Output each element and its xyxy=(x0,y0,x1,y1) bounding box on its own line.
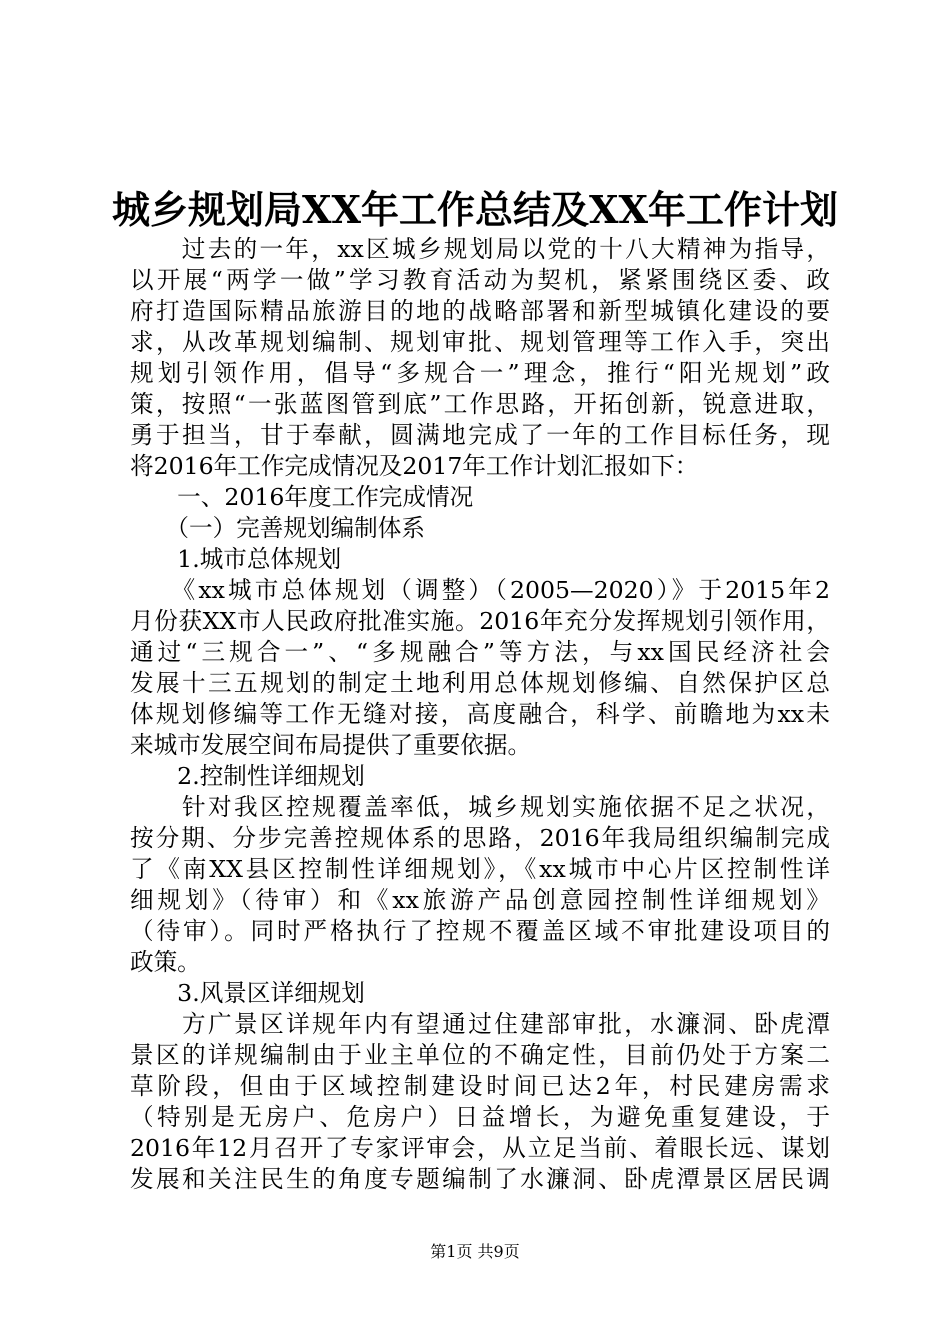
text-line: 发展和关注民生的角度专题编制了水濂洞、卧虎潭景区居民调 xyxy=(130,1165,830,1193)
text-line: 2.控制性详细规划 xyxy=(130,762,365,790)
text-line: 针对我区控规覆盖率低，城乡规划实施依据不足之状况， xyxy=(130,793,830,821)
document-title: 城乡规划局XX年工作总结及XX年工作计划 xyxy=(112,187,838,232)
text-line: 通过“三规合一”、“多规融合”等方法，与xx国民经济社会 xyxy=(130,638,830,666)
text-line: 3.风景区详细规划 xyxy=(130,979,365,1007)
text-line: 了《南XX县区控制性详细规划》，《xx城市中心片区控制性详 xyxy=(130,855,830,883)
text-line: （待审）。同时严格执行了控规不覆盖区域不审批建设项目的 xyxy=(130,917,830,945)
text-line: 规划引领作用，倡导“多规合一”理念，推行“阳光规划”政 xyxy=(130,359,830,387)
text-line: 按分期、分步完善控规体系的思路，2016年我局组织编制完成 xyxy=(130,824,830,852)
text-line: 1.城市总体规划 xyxy=(130,545,342,573)
text-line: （特别是无房户、危房户）日益增长，为避免重复建设，于 xyxy=(130,1103,830,1131)
text-line: 发展十三五规划的制定土地利用总体规划修编、自然保护区总 xyxy=(130,669,830,697)
text-line: 策，按照“一张蓝图管到底”工作思路，开拓创新，锐意进取， xyxy=(130,390,830,418)
text-line: 府打造国际精品旅游目的地的战略部署和新型城镇化建设的要 xyxy=(130,297,830,325)
text-line: 政策。 xyxy=(130,948,201,976)
text-line: 草阶段，但由于区域控制建设时间已达2年，村民建房需求 xyxy=(130,1072,830,1100)
text-line: 求，从改革规划编制、规划审批、规划管理等工作入手，突出 xyxy=(130,328,830,356)
text-line: 《xx城市总体规划（调整）（2005—2020）》于2015年2 xyxy=(130,576,830,604)
text-line: 景区的详规编制由于业主单位的不确定性，目前仍处于方案二 xyxy=(130,1041,830,1069)
text-line: 月份获XX市人民政府批准实施。2016年充分发挥规划引领作用， xyxy=(130,607,830,635)
text-line: （一）完善规划编制体系 xyxy=(130,514,425,542)
text-line: 体规划修编等工作无缝对接，高度融合，科学、前瞻地为xx未 xyxy=(130,700,830,728)
text-line: 将2016年工作完成情况及2017年工作计划汇报如下： xyxy=(130,452,699,480)
document-body xyxy=(130,234,830,1195)
text-line: 过去的一年，xx区城乡规划局以党的十八大精神为指导， xyxy=(130,235,830,263)
page-footer: 第1页 共9页 xyxy=(430,1242,520,1261)
text-line: 一、2016年度工作完成情况 xyxy=(130,483,474,511)
text-line: 方广景区详规年内有望通过住建部审批，水濂洞、卧虎潭 xyxy=(130,1010,830,1038)
text-line: 细规划》（待审）和《xx旅游产品创意园控制性详细规划》 xyxy=(130,886,830,914)
text-line: 以开展“两学一做”学习教育活动为契机，紧紧围绕区委、政 xyxy=(130,266,830,294)
text-line: 2016年12月召开了专家评审会，从立足当前、着眼长远、谋划 xyxy=(130,1134,830,1162)
text-line: 勇于担当，甘于奉献，圆满地完成了一年的工作目标任务，现 xyxy=(130,421,830,449)
text-line: 来城市发展空间布局提供了重要依据。 xyxy=(130,731,532,759)
